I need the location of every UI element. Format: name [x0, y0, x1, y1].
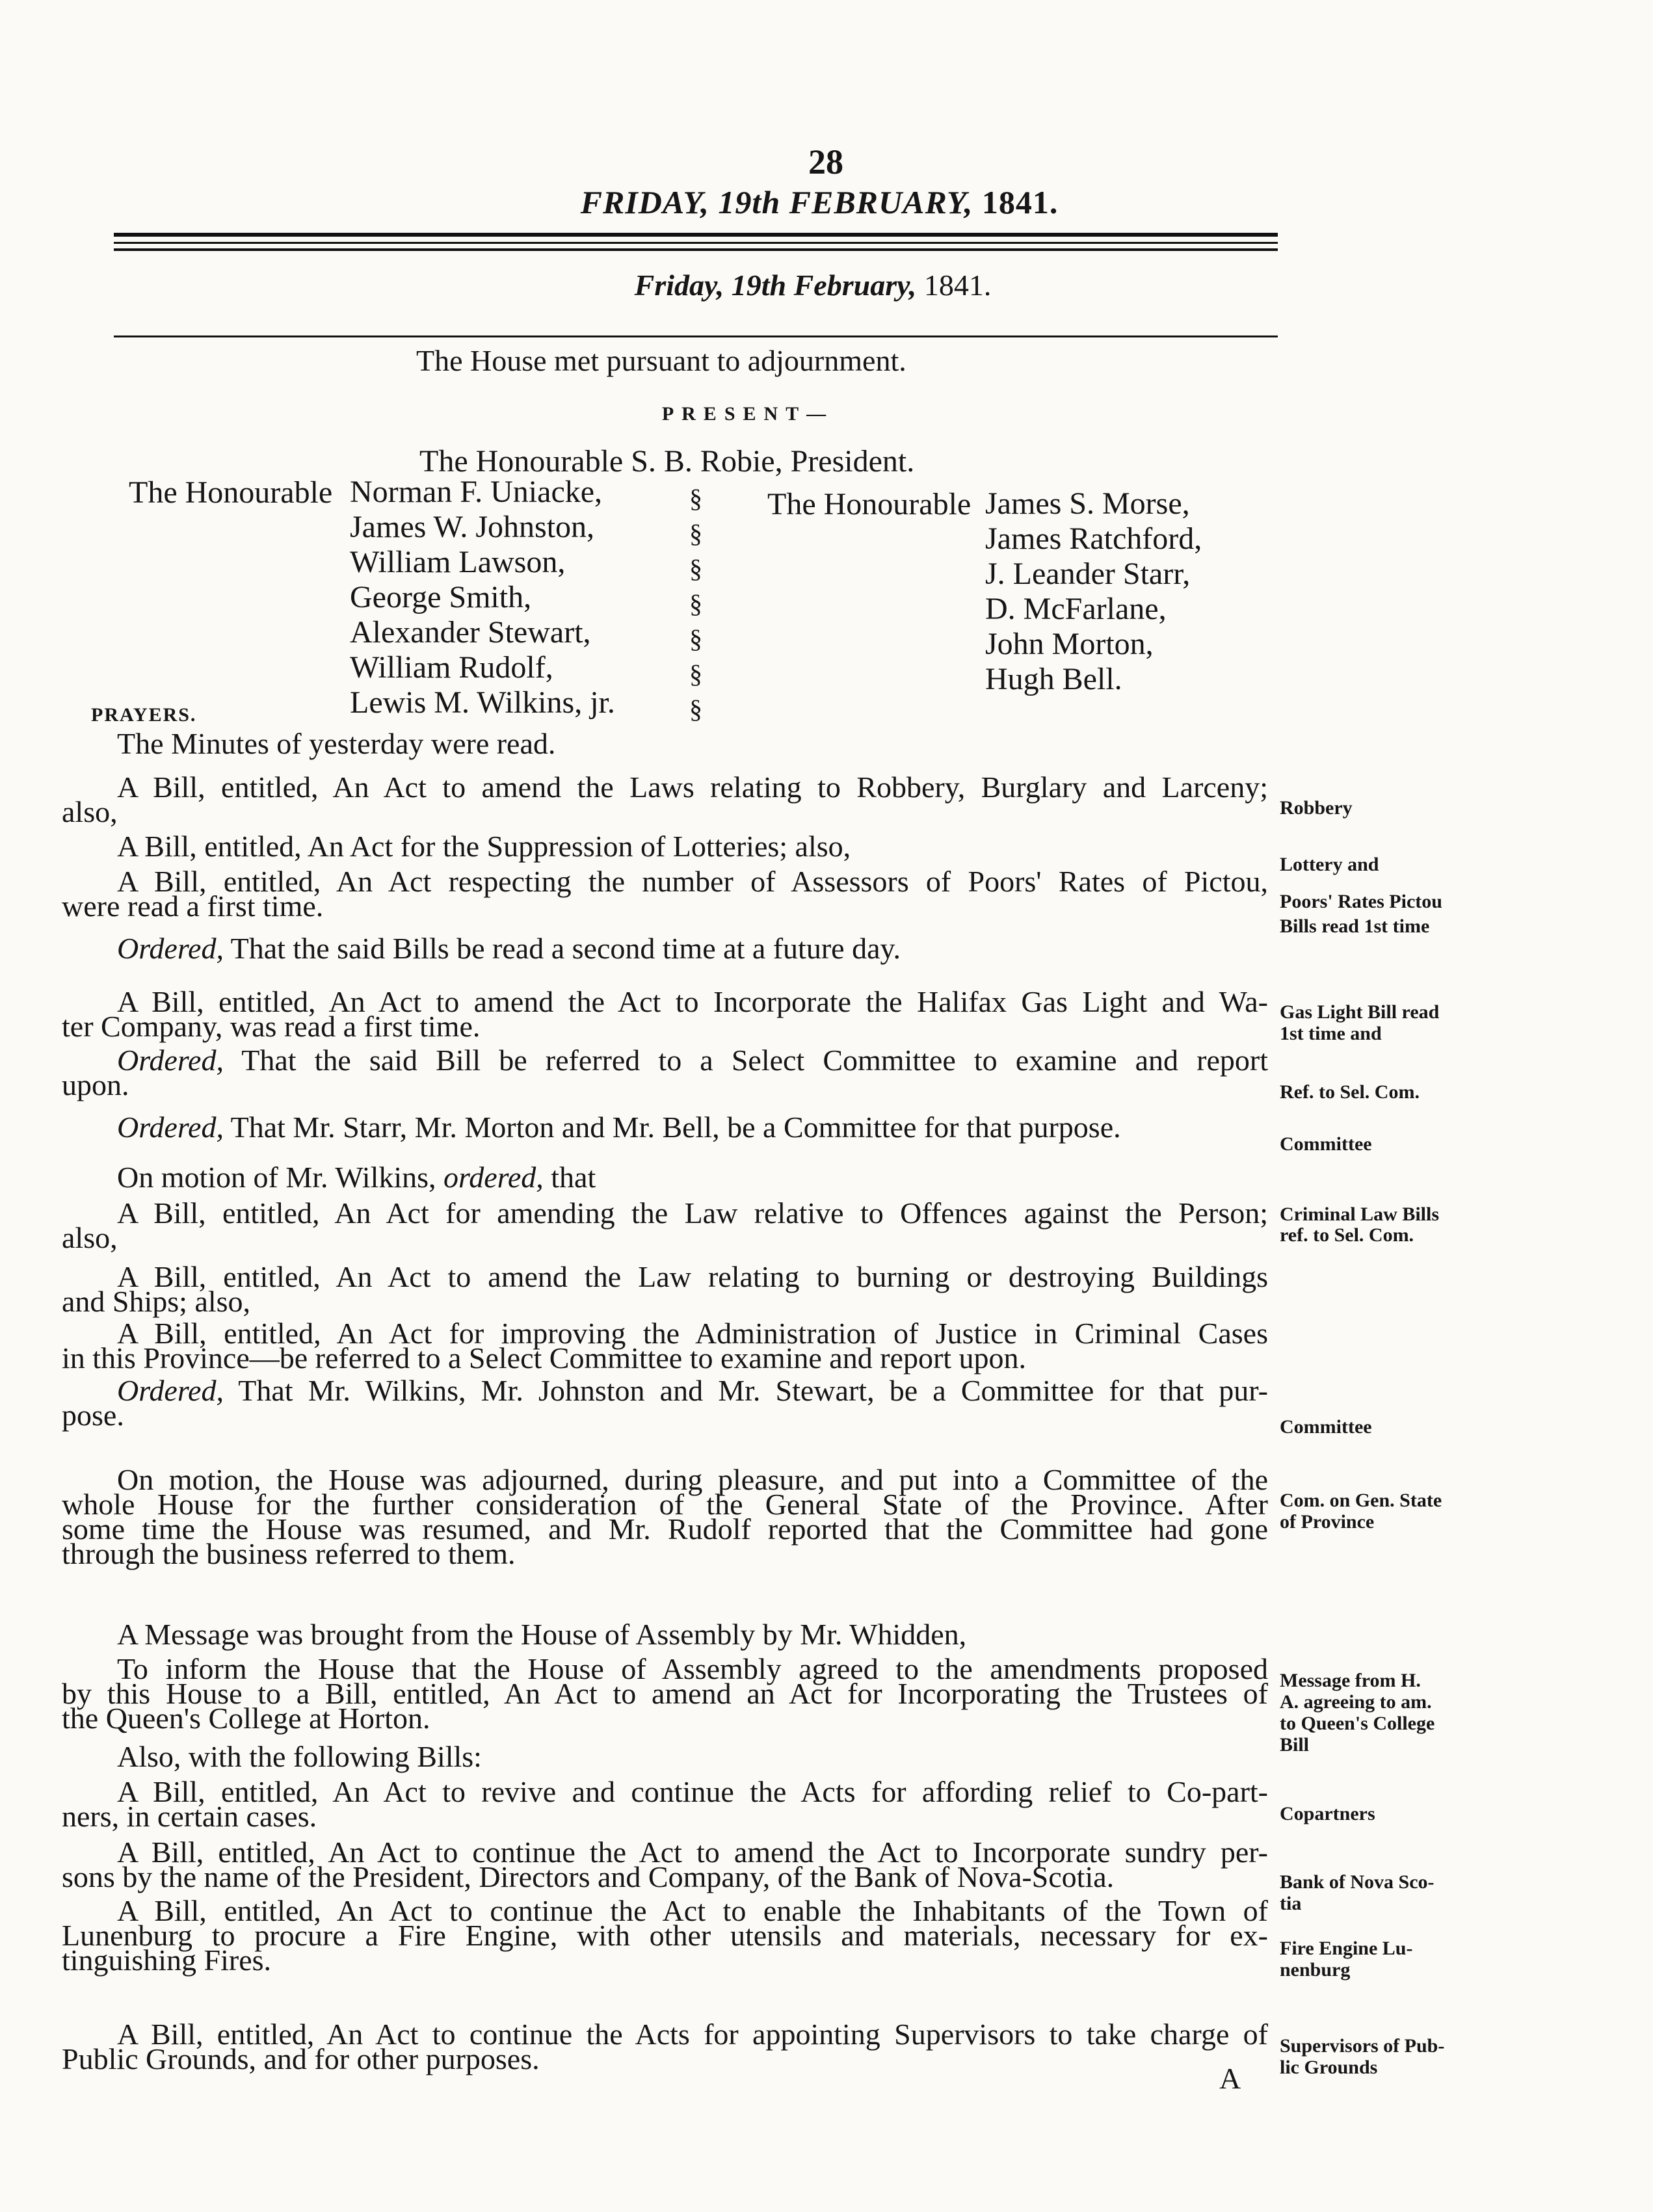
- paragraph-text: On motion of Mr. Wilkins,: [117, 1161, 436, 1194]
- present-label: PRESENT—: [661, 403, 834, 425]
- paragraph-line: A Bill, entitled, An Act to revive and continue the Acts for affording relief to Co-part-: [117, 1775, 1268, 1808]
- paragraph-text: That the said Bills be read a second time at a future day.: [230, 932, 901, 965]
- paragraph-line: [62, 1111, 1268, 1144]
- header-rule-thin: [114, 242, 1278, 244]
- paragraph-line: A Bill, entitled, An Act to amend the Laws relating to Robbery, Burglary and Larceny;: [117, 770, 1268, 804]
- house-met-line: The House met pursuant to adjournment.: [416, 344, 906, 377]
- paragraph-gas-light-bill: [62, 985, 1268, 1043]
- session-date-year: 1841.: [923, 269, 992, 302]
- paragraph-fire-engine-bill: [62, 1894, 1268, 1977]
- prayers-label: PRAYERS.: [91, 704, 197, 726]
- catchword: A: [1219, 2062, 1241, 2095]
- member-name: James Ratchford,: [985, 521, 1202, 556]
- margin-note-committee-2: Committee: [1280, 1416, 1372, 1438]
- member-name: William Lawson,: [350, 545, 566, 579]
- paragraph-line: The Minutes of yesterday were read.: [117, 727, 556, 760]
- paragraph-offences-bill: [62, 1196, 1268, 1254]
- paragraph-line: A Message was brought from the House of Assembly by Mr. Whidden,: [117, 1618, 967, 1651]
- paragraph-line: To inform the House that the House of Assembly agreed to the amendments proposed: [117, 1652, 1268, 1685]
- margin-note-gas-1: Gas Light Bill read: [1280, 1001, 1440, 1023]
- paragraph-line: the Queen's College at Horton.: [62, 1702, 430, 1735]
- margin-note-gen-2: of Province: [1280, 1511, 1375, 1533]
- paragraph-line: tinguishing Fires.: [62, 1943, 272, 1977]
- paragraph-line: Also, with the following Bills:: [117, 1740, 482, 1773]
- margin-note-bank-1: Bank of Nova Sco-: [1280, 1871, 1435, 1893]
- margin-note-criminal-2: ref. to Sel. Com.: [1280, 1224, 1414, 1246]
- brace-glyph: §: [689, 554, 702, 583]
- paragraph-committee-of-whole: [62, 1463, 1268, 1570]
- paragraph-robbery-bill: [62, 770, 1268, 828]
- margin-note-robbery: Robbery: [1280, 797, 1353, 819]
- margin-note-sup-1: Supervisors of Pub-: [1280, 2035, 1445, 2057]
- paragraph-line: A Bill, entitled, An Act for improving the Administration of Justice in Criminal Cases: [117, 1317, 1268, 1350]
- member-name: D. McFarlane,: [985, 592, 1167, 626]
- paragraph-inform-house: [62, 1652, 1268, 1735]
- paragraph-line: On motion, the House was adjourned, during pleasure, and put into a Committee of the: [117, 1463, 1268, 1496]
- session-date-day: Friday,: [634, 269, 724, 302]
- paragraph-line: [62, 932, 1268, 965]
- paragraph-line: in this Province—be referred to a Select Committee to examine and report upon.: [62, 1341, 1027, 1375]
- paragraph-line: whole House for the further consideration of the General State of the Province. After: [62, 1488, 1268, 1521]
- brace-glyph: §: [689, 484, 702, 513]
- margin-note-copartners: Copartners: [1280, 1803, 1375, 1824]
- paragraph-buildings-bill: [62, 1260, 1268, 1318]
- member-name: John Morton,: [985, 627, 1154, 661]
- paragraph-minutes: [62, 727, 1268, 760]
- paragraph-line: A Bill, entitled, An Act to amend the Law relating to burning or destroying Buildings: [117, 1260, 1268, 1293]
- paragraph-line: A Bill, entitled, An Act respecting the number of Assessors of Poors' Rates of Pictou,: [117, 865, 1268, 898]
- margin-note-msg-1: Message from H.: [1280, 1670, 1421, 1691]
- header-rule-thick: [114, 233, 1278, 237]
- member-name: George Smith,: [350, 580, 532, 614]
- member-name: James W. Johnston,: [350, 510, 595, 544]
- brace-glyph: §: [689, 624, 702, 653]
- margin-note-fire-2: nenburg: [1280, 1959, 1351, 1981]
- honourable-label-right: The Honourable: [767, 487, 972, 521]
- paragraph-copartners-bill: [62, 1775, 1268, 1833]
- paragraph-line: sons by the name of the President, Directors and Company, of the Bank of Nova-Scotia.: [62, 1860, 1115, 1893]
- margin-note-msg-2: A. agreeing to am.: [1280, 1691, 1432, 1713]
- paragraph-line: Lunenburg to procure a Fire Engine, with other utensils and materials, necessary for ex-: [62, 1919, 1268, 1952]
- members-right: [985, 486, 1202, 697]
- paragraph-line: also,: [62, 795, 118, 828]
- page-number: 28: [808, 142, 843, 181]
- paragraph-line: through the business referred to them.: [62, 1537, 516, 1570]
- member-name: William Rudolf,: [350, 650, 553, 685]
- honourable-label-left: The Honourable: [129, 475, 333, 510]
- paragraph-line: some time the House was resumed, and Mr. Rudolf reported that the Committee had gone: [62, 1512, 1268, 1546]
- member-name: Hugh Bell.: [985, 662, 1122, 696]
- member-name: Lewis M. Wilkins, jr.: [350, 685, 615, 720]
- paragraph-ordered-second-reading: [62, 932, 1268, 965]
- paragraph-line: also,: [62, 1221, 118, 1254]
- paragraph-assessors-bill: [62, 865, 1268, 923]
- paragraph-ordered-committee-members: [62, 1111, 1268, 1144]
- paragraph-bank-bill: [62, 1836, 1268, 1893]
- running-head-year: 1841.: [981, 184, 1059, 220]
- margin-note-msg-3: to Queen's College: [1280, 1713, 1435, 1734]
- member-name: James S. Morse,: [985, 486, 1190, 521]
- paragraph-following-bills: [62, 1740, 1268, 1773]
- brace-glyph: §: [689, 694, 702, 724]
- margin-note-lottery: Lottery and: [1280, 854, 1379, 875]
- paragraph-line: [62, 1374, 1268, 1407]
- paragraph-line: pose.: [62, 1399, 124, 1432]
- brace-glyph: §: [689, 519, 702, 548]
- date-rule: [114, 336, 1278, 337]
- session-date-date: 19th February,: [731, 269, 917, 302]
- members-left: [350, 475, 615, 720]
- ordered-italic: Ordered,: [117, 1044, 224, 1077]
- margin-note-poors: Poors' Rates Pictou: [1280, 891, 1442, 912]
- paragraph-ordered-wilkins-committee: [62, 1374, 1268, 1432]
- header-rule-third: [114, 248, 1278, 251]
- paragraph-line: A Bill, entitled, An Act to continue the Acts for appointing Supervisors to take charge of: [117, 2018, 1268, 2051]
- paragraph-text: That Mr. Starr, Mr. Morton and Mr. Bell, be a Committee for that purpose.: [230, 1111, 1121, 1144]
- member-name: Alexander Stewart,: [350, 615, 591, 650]
- paragraph-line: were read a first time.: [62, 889, 324, 923]
- margin-note-ref: Ref. to Sel. Com.: [1280, 1081, 1420, 1103]
- paragraph-line: A Bill, entitled, An Act to continue the Act to amend the Act to Incorporate sundry per-: [117, 1836, 1268, 1869]
- running-head-day: FRIDAY,: [580, 184, 709, 220]
- margin-note-sup-2: lic Grounds: [1280, 2057, 1378, 2078]
- ordered-italic: ordered,: [443, 1161, 544, 1194]
- paragraph-text: that: [551, 1161, 596, 1194]
- paragraph-line: [62, 1161, 1268, 1194]
- paragraph-line: upon.: [62, 1068, 129, 1101]
- paragraph-line: [62, 1044, 1268, 1077]
- brace-glyph: §: [689, 659, 702, 689]
- margin-note-criminal-1: Criminal Law Bills: [1280, 1204, 1440, 1225]
- paragraph-justice-bill: [62, 1317, 1268, 1375]
- member-name: J. Leander Starr,: [985, 557, 1191, 591]
- paragraph-line: and Ships; also,: [62, 1285, 251, 1318]
- running-head: [364, 183, 1275, 221]
- paragraph-text: That the said Bill be referred to a Select Committee to examine and report: [241, 1044, 1268, 1077]
- margin-note-msg-4: Bill: [1280, 1734, 1310, 1756]
- paragraph-ordered-select-committee: [62, 1044, 1268, 1101]
- running-head-date: 19th FEBRUARY,: [718, 184, 973, 220]
- paragraph-line: ter Company, was read a first time.: [62, 1010, 481, 1043]
- paragraph-line: by this House to a Bill, entitled, An Act to amend an Act for Incorporating the Trustees of: [62, 1677, 1268, 1710]
- president-line: The Honourable S. B. Robie, President.: [419, 444, 915, 479]
- member-name: Norman F. Uniacke,: [350, 475, 603, 509]
- margin-note-bills-first: Bills read 1st time: [1280, 915, 1430, 937]
- ordered-italic: Ordered,: [117, 1374, 224, 1407]
- paragraph-supervisors-bill: [62, 2018, 1268, 2075]
- margin-note-bank-2: tia: [1280, 1893, 1302, 1914]
- paragraph-line: A Bill, entitled, An Act to amend the Act to Incorporate the Halifax Gas Light and Wa-: [117, 985, 1268, 1018]
- paragraph-line: A Bill, entitled, An Act for the Suppression of Lotteries; also,: [117, 830, 851, 863]
- paragraph-text: That Mr. Wilkins, Mr. Johnston and Mr. Stewart, be a Committee for that pur-: [238, 1374, 1268, 1407]
- paragraph-line: A Bill, entitled, An Act for amending the Law relative to Offences against the Person;: [117, 1196, 1268, 1230]
- ordered-italic: Ordered,: [117, 932, 224, 965]
- paragraph-motion-wilkins: [62, 1161, 1268, 1194]
- brace-glyph: §: [689, 589, 702, 618]
- session-date: [325, 268, 1301, 302]
- margin-note-fire-1: Fire Engine Lu-: [1280, 1938, 1413, 1959]
- paragraph-line: A Bill, entitled, An Act to continue the Act to enable the Inhabitants of the Town of: [117, 1894, 1268, 1927]
- margin-note-gas-2: 1st time and: [1280, 1023, 1382, 1044]
- paragraph-message: [62, 1618, 1268, 1651]
- brace-ornament: [683, 481, 709, 727]
- margin-note-committee-1: Committee: [1280, 1133, 1372, 1155]
- paragraph-line: ners, in certain cases.: [62, 1800, 317, 1833]
- margin-note-gen-1: Com. on Gen. State: [1280, 1490, 1442, 1511]
- ordered-italic: Ordered,: [117, 1111, 224, 1144]
- paragraph-line: Public Grounds, and for other purposes.: [62, 2042, 540, 2075]
- paragraph-lotteries-bill: [62, 830, 1268, 863]
